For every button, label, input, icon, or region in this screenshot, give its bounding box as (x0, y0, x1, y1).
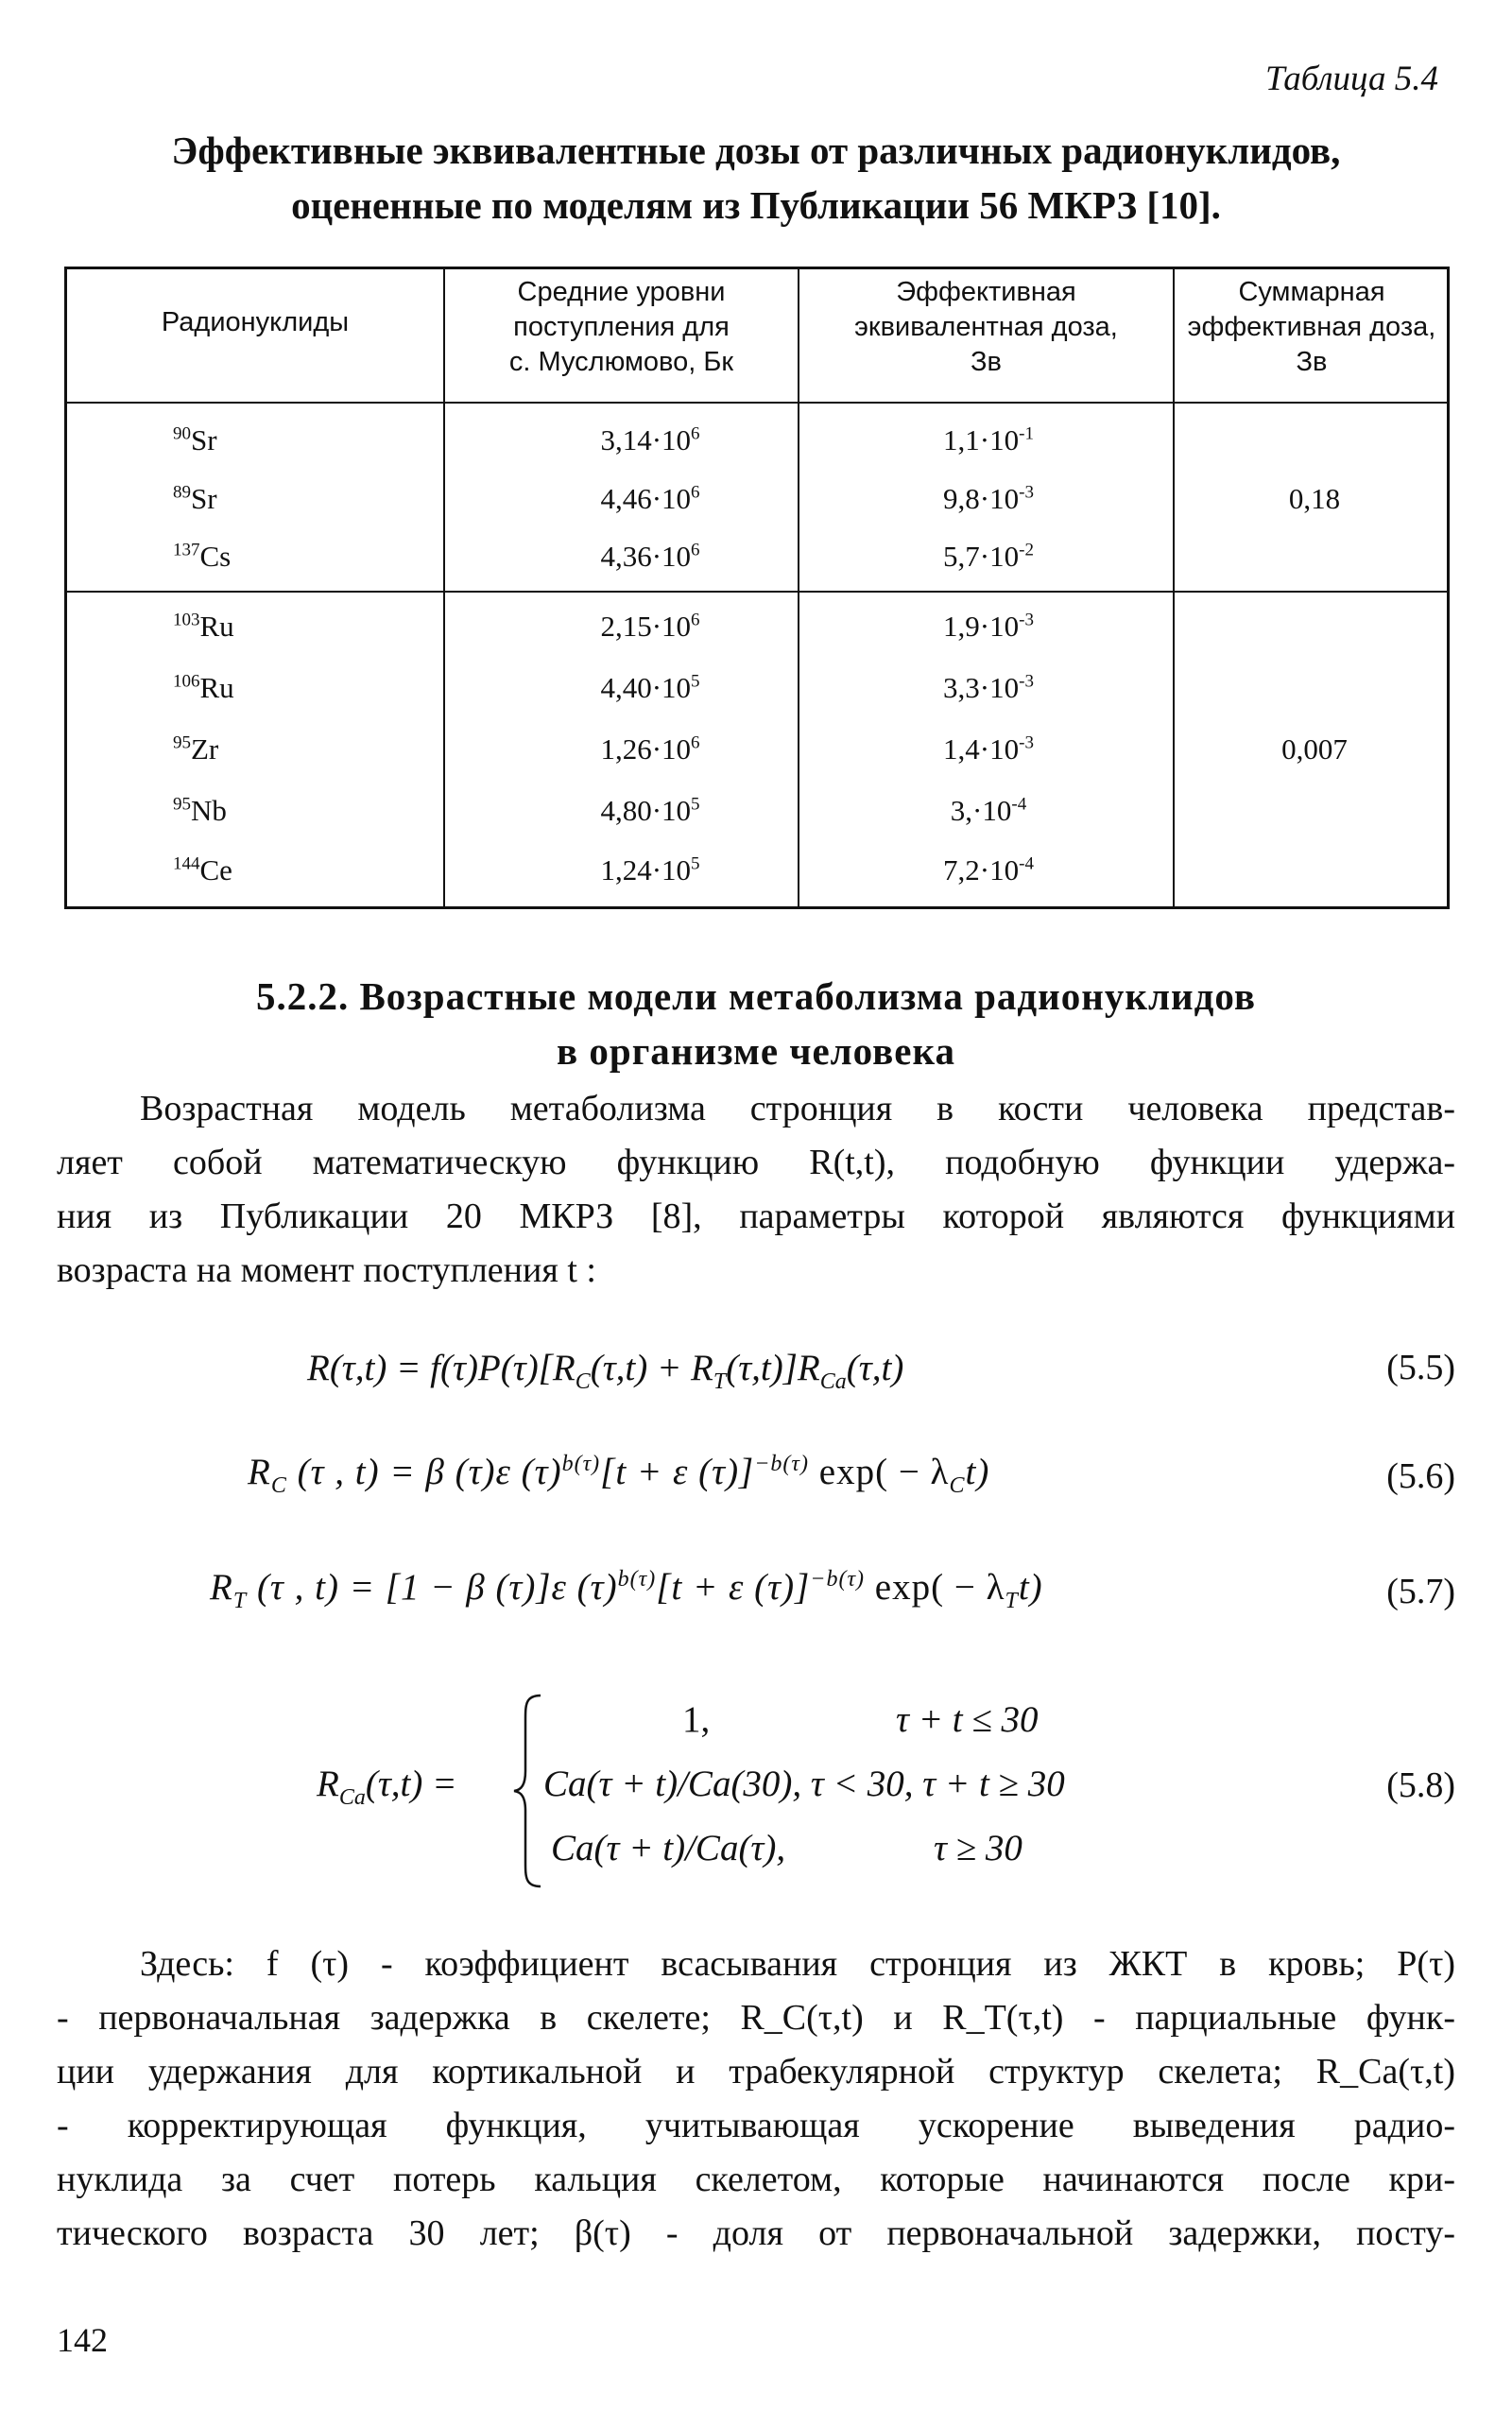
header-text: Средние уровни (517, 277, 726, 307)
intake-cell: $3,14\cdot 10^6$ (600, 423, 700, 456)
paragraph-line: Здесь: f (τ) - коэффициент всасывания стронция из ЖКТ в кровь; P(τ) (140, 1944, 1455, 1984)
equation-5-6: $R_C$ (τ , t) = β (τ)ε $(\tau)^{b(\tau)}[t + \varepsilon$ (τ)]$^{-b(\tau)}$ $\exp( - \lambda_Ct)$ (248, 1452, 990, 1498)
table-divider (67, 591, 1447, 593)
dose-cell: $1,9\cdot 10^{-3}$ (943, 610, 1034, 643)
section-title-line: в организме человека (557, 1029, 955, 1073)
table-label: Таблица 5.4 (1264, 60, 1438, 98)
nuclide-cell: $^{103}$Ru (173, 610, 234, 643)
group-total-cell: 0,18 (1288, 482, 1341, 515)
case-3-condition: τ ≥ 30 (934, 1828, 1022, 1868)
dose-cell: $5,7\cdot 10^{-2}$ (943, 540, 1034, 573)
nuclide-cell: $^{106}$Ru (173, 671, 234, 704)
paragraph-line: ляет собой математическую функцию R(t,t), подобную функции удержа- (57, 1143, 1455, 1182)
table-divider (67, 402, 1447, 404)
paragraph-line: ции удержания для кортикальной и трабекулярной структур скелета; R_Ca(τ,t) (57, 2052, 1455, 2092)
equation-number: (5.6) (1386, 1456, 1455, 1496)
header-intake (445, 275, 798, 380)
table-title (57, 123, 1455, 232)
intake-cell: $4,80\cdot 10^5$ (600, 794, 700, 827)
intake-cell: $4,36\cdot 10^6$ (600, 540, 700, 573)
paragraph-line: возраста на момент поступления t : (57, 1250, 596, 1290)
header-total (1175, 275, 1449, 380)
header-text: эффективная доза, (1187, 312, 1436, 342)
case-2: Ca(τ + t)/Ca(30), τ < 30, τ + t ≥ 30 (543, 1764, 1065, 1804)
left-brace (510, 1692, 548, 1890)
group-total-cell: 0,007 (1281, 732, 1348, 766)
section-title-line: 5.2.2. Возрастные модели метаболизма радионуклидов (255, 974, 1257, 1018)
equation-number: (5.7) (1386, 1572, 1455, 1611)
paragraph-line: тического возраста 30 лет; β(τ) - доля от первоначальной задержки, посту- (57, 2213, 1455, 2253)
equation-5-8-lhs: $R_{Ca}(\tau,t)$ = (317, 1764, 457, 1810)
header-text: Эффективная (896, 277, 1076, 307)
section-title (57, 969, 1455, 1078)
header-text: эквивалентная доза, (854, 312, 1118, 342)
header-text: Суммарная (1238, 277, 1385, 307)
dose-cell: $3,3\cdot 10^{-3}$ (943, 671, 1034, 704)
equation-5-5: $R(\tau,t) = f(\tau)P(\tau)[R_C(\tau,t) + R_T(\tau,t)]R_{Ca}(\tau,t)$ (307, 1348, 904, 1394)
equation-5-7: $R_T$ (τ , t) = [1 − β (τ)]ε $(\tau)^{b(\tau)}[t + \varepsilon$ (τ)]$^{-b(\tau)}$ $\exp( - \lambda_Tt)$ (210, 1567, 1043, 1613)
dose-cell: $1,1\cdot 10^{-1}$ (943, 423, 1034, 456)
dose-cell: $1,4\cdot 10^{-3}$ (943, 732, 1034, 766)
dose-cell: $3,\cdot 10^{-4}$ (950, 794, 1027, 827)
paragraph-line: Возрастная модель метаболизма стронция в кости человека представ- (140, 1089, 1455, 1128)
header-dose (799, 275, 1173, 380)
case-1-value: 1, (682, 1699, 711, 1740)
nuclide-cell: $^{90}$Sr (173, 423, 217, 456)
intake-cell: $4,46\cdot 10^6$ (600, 482, 700, 515)
header-text: поступления для (513, 312, 730, 342)
dose-table (64, 267, 1450, 909)
header-text: с. Муслюмово, Бк (508, 347, 734, 377)
intake-cell: $1,24\cdot 10^5$ (600, 853, 700, 887)
table-title-line: оцененные по моделям из Публикации 56 МКРЗ [10]. (291, 183, 1221, 227)
header-text: Зв (971, 347, 1002, 377)
intake-cell: $2,15\cdot 10^6$ (600, 610, 700, 643)
intake-cell: $1,26\cdot 10^6$ (600, 732, 700, 766)
paragraph-line: - корректирующая функция, учитывающая ускорение выведения радио- (57, 2106, 1455, 2145)
header-text: Радионуклиды (161, 307, 350, 337)
page-number: 142 (57, 2321, 108, 2359)
paragraph-line: - первоначальная задержка в скелете; R_C(τ,t) и R_T(τ,t) - парциальные функ- (57, 1998, 1455, 2038)
table-title-line: Эффективные эквивалентные дозы от различных радионуклидов, (171, 129, 1341, 172)
nuclide-cell: $^{89}$Sr (173, 482, 217, 515)
intro-paragraph (57, 1082, 1455, 1298)
intake-cell: $4,40\cdot 10^5$ (600, 671, 700, 704)
nuclide-cell: $^{144}$Ce (173, 853, 232, 887)
case-1-condition: τ + t ≤ 30 (896, 1699, 1039, 1740)
nuclide-cell: $^{95}$Nb (173, 794, 227, 827)
paragraph-line: ния из Публикации 20 МКРЗ [8], параметры которой являются функциями (57, 1196, 1455, 1236)
body-paragraph (57, 1937, 1455, 2261)
case-3-value: Ca(τ + t)/Ca(τ), (551, 1828, 786, 1868)
header-nuclides (67, 305, 443, 340)
header-text: Зв (1296, 347, 1328, 377)
paragraph-line: нуклида за счет потерь кальция скелетом, которые начинаются после кри- (57, 2160, 1455, 2199)
equation-number: (5.8) (1386, 1765, 1455, 1805)
equation-number: (5.5) (1386, 1348, 1455, 1387)
nuclide-cell: $^{137}$Cs (173, 540, 232, 573)
dose-cell: $7,2\cdot 10^{-4}$ (943, 853, 1034, 887)
nuclide-cell: $^{95}$Zr (173, 732, 219, 766)
dose-cell: $9,8\cdot 10^{-3}$ (943, 482, 1034, 515)
